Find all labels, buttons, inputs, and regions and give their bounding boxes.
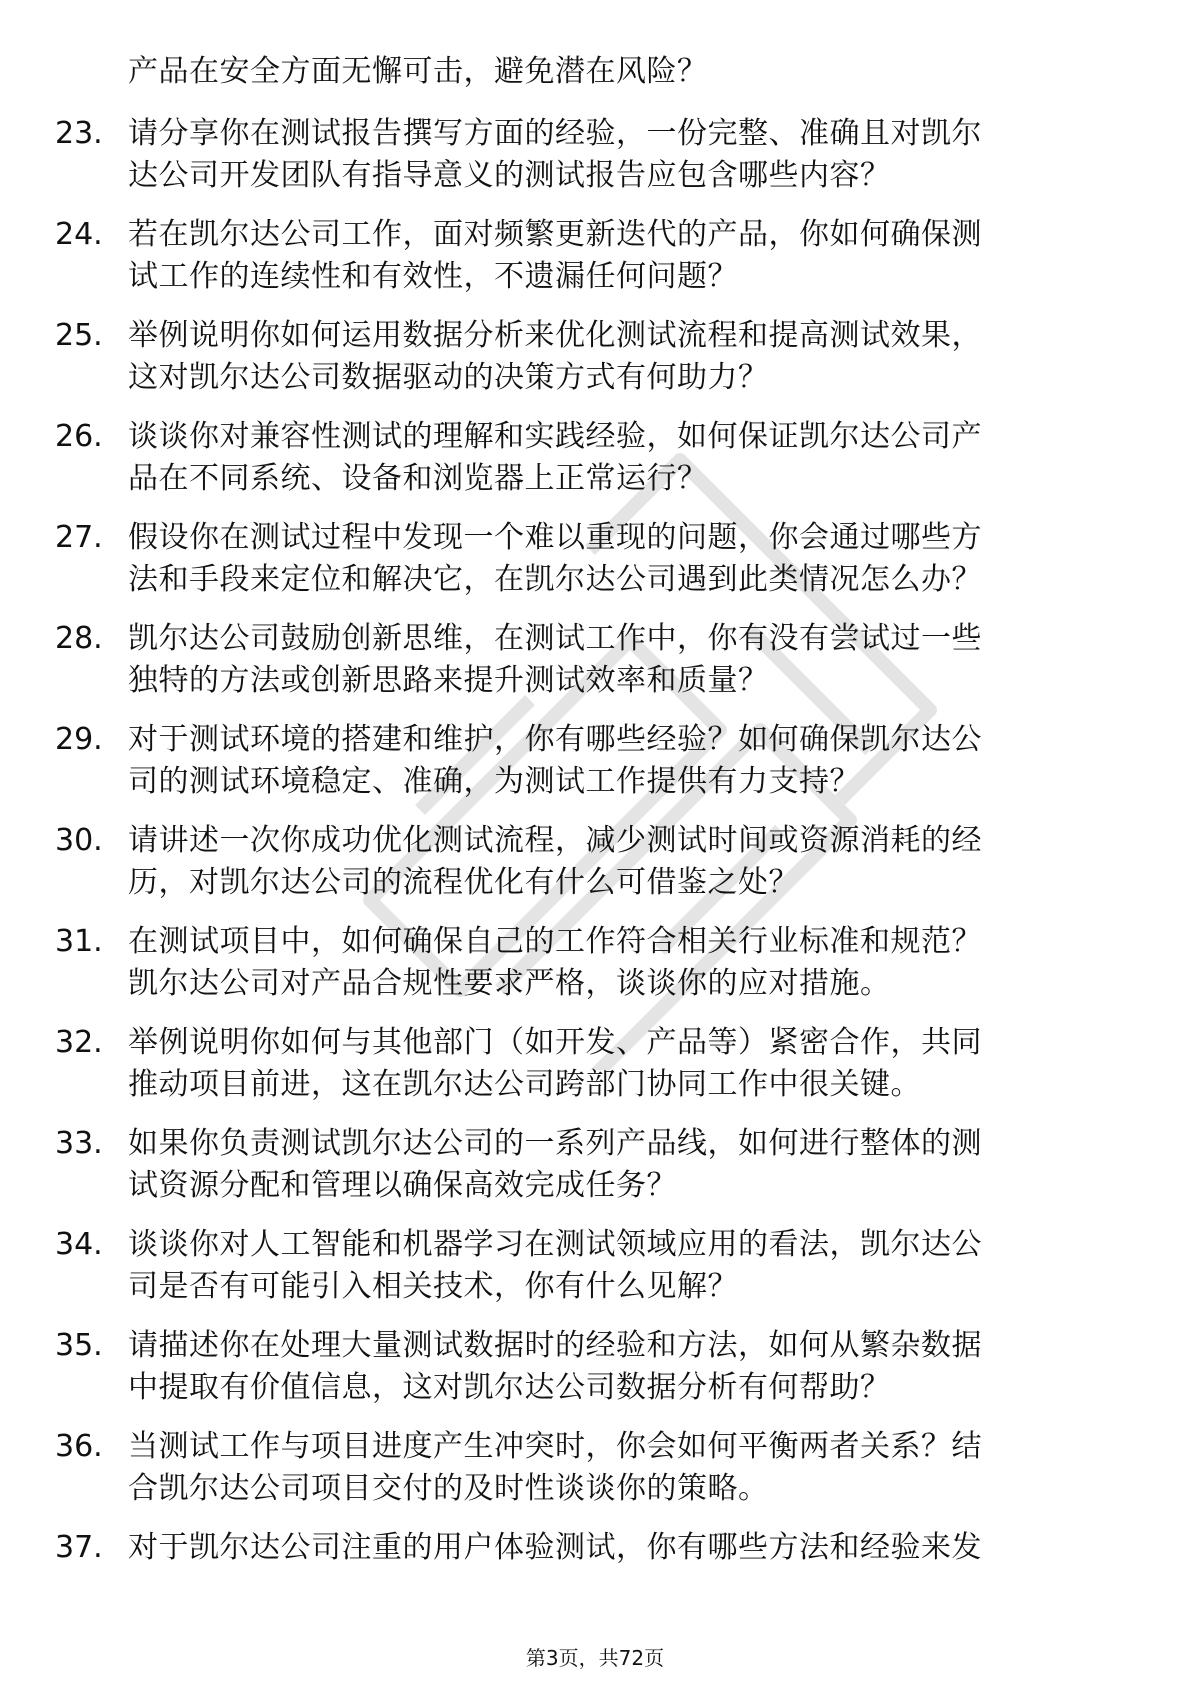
question-line: 推动项目前进，这在凯尔达公司跨部门协同工作中很关键。 bbox=[128, 1067, 921, 1102]
question-line: 谈谈你对兼容性测试的理解和实践经验，如何保证凯尔达公司产 bbox=[128, 419, 982, 454]
continuation-text: 产品在安全方面无懈可击，避免潜在风险？ bbox=[128, 54, 708, 89]
question-text bbox=[128, 416, 1118, 500]
question-number: 36. bbox=[55, 1429, 103, 1464]
question-number: 32. bbox=[55, 1025, 103, 1060]
question-list bbox=[0, 113, 1190, 1628]
question-line: 若在凯尔达公司工作，面对频繁更新迭代的产品，你如何确保测 bbox=[128, 217, 982, 252]
question-line: 请讲述一次你成功优化测试流程，减少测试时间或资源消耗的经 bbox=[128, 823, 982, 858]
question-number: 28. bbox=[55, 621, 103, 656]
question-item bbox=[0, 719, 1190, 820]
question-text bbox=[128, 1123, 1118, 1207]
question-number: 35. bbox=[55, 1328, 103, 1363]
question-number: 27. bbox=[55, 520, 103, 555]
question-line: 司的测试环境稳定、准确，为测试工作提供有力支持？ bbox=[128, 764, 860, 799]
question-text bbox=[128, 113, 1118, 197]
question-line: 这对凯尔达公司数据驱动的决策方式有何助力？ bbox=[128, 360, 769, 395]
question-text bbox=[128, 719, 1118, 803]
question-line: 举例说明你如何运用数据分析来优化测试流程和提高测试效果， bbox=[128, 318, 982, 353]
question-text bbox=[128, 1527, 1118, 1569]
question-number: 34. bbox=[55, 1227, 103, 1262]
question-line: 谈谈你对人工智能和机器学习在测试领域应用的看法，凯尔达公 bbox=[128, 1227, 982, 1262]
question-item bbox=[0, 517, 1190, 618]
question-line: 凯尔达公司鼓励创新思维，在测试工作中，你有没有尝试过一些 bbox=[128, 621, 982, 656]
question-number: 33. bbox=[55, 1126, 103, 1161]
question-line: 如果你负责测试凯尔达公司的一系列产品线，如何进行整体的测 bbox=[128, 1126, 982, 1161]
question-line: 在测试项目中，如何确保自己的工作符合相关行业标准和规范？ bbox=[128, 924, 982, 959]
question-text bbox=[128, 1325, 1118, 1409]
question-text bbox=[128, 1426, 1118, 1510]
question-item bbox=[0, 618, 1190, 719]
question-text bbox=[128, 315, 1118, 399]
question-line: 中提取有价值信息，这对凯尔达公司数据分析有何帮助？ bbox=[128, 1370, 891, 1405]
question-number: 25. bbox=[55, 318, 103, 353]
question-line: 合凯尔达公司项目交付的及时性谈谈你的策略。 bbox=[128, 1471, 769, 1506]
question-item bbox=[0, 921, 1190, 1022]
question-item bbox=[0, 416, 1190, 517]
question-line: 当测试工作与项目进度产生冲突时，你会如何平衡两者关系？结 bbox=[128, 1429, 982, 1464]
question-line: 达公司开发团队有指导意义的测试报告应包含哪些内容？ bbox=[128, 158, 891, 193]
question-number: 31. bbox=[55, 924, 103, 959]
question-text bbox=[128, 214, 1118, 298]
question-line: 历，对凯尔达公司的流程优化有什么可借鉴之处？ bbox=[128, 865, 799, 900]
question-line: 假设你在测试过程中发现一个难以重现的问题，你会通过哪些方 bbox=[128, 520, 982, 555]
question-text bbox=[128, 618, 1118, 702]
question-text bbox=[128, 921, 1118, 1005]
question-text bbox=[128, 517, 1118, 601]
question-item bbox=[0, 1224, 1190, 1325]
question-line: 司是否有可能引入相关技术，你有什么见解？ bbox=[128, 1269, 738, 1304]
question-line: 试工作的连续性和有效性，不遗漏任何问题？ bbox=[128, 259, 738, 294]
question-item bbox=[0, 113, 1190, 214]
question-line: 独特的方法或创新思路来提升测试效率和质量？ bbox=[128, 663, 769, 698]
question-line: 对于测试环境的搭建和维护，你有哪些经验？如何确保凯尔达公 bbox=[128, 722, 982, 757]
question-line: 试资源分配和管理以确保高效完成任务？ bbox=[128, 1168, 677, 1203]
question-number: 37. bbox=[55, 1530, 103, 1565]
question-number: 26. bbox=[55, 419, 103, 454]
question-item bbox=[0, 1022, 1190, 1123]
question-item bbox=[0, 1325, 1190, 1426]
question-item bbox=[0, 820, 1190, 921]
question-line: 对于凯尔达公司注重的用户体验测试，你有哪些方法和经验来发 bbox=[128, 1530, 982, 1565]
question-text bbox=[128, 820, 1118, 904]
question-line: 请分享你在测试报告撰写方面的经验，一份完整、准确且对凯尔 bbox=[128, 116, 982, 151]
question-item bbox=[0, 1426, 1190, 1527]
question-line: 品在不同系统、设备和浏览器上正常运行？ bbox=[128, 461, 708, 496]
question-item bbox=[0, 1123, 1190, 1224]
question-line: 凯尔达公司对产品合规性要求严格，谈谈你的应对措施。 bbox=[128, 966, 891, 1001]
page-footer: 第3页，共72页 bbox=[525, 1646, 665, 1670]
question-line: 法和手段来定位和解决它，在凯尔达公司遇到此类情况怎么办？ bbox=[128, 562, 982, 597]
question-line: 请描述你在处理大量测试数据时的经验和方法，如何从繁杂数据 bbox=[128, 1328, 982, 1363]
question-item bbox=[0, 214, 1190, 315]
question-number: 30. bbox=[55, 823, 103, 858]
question-line: 举例说明你如何与其他部门（如开发、产品等）紧密合作，共同 bbox=[128, 1025, 982, 1060]
question-number: 29. bbox=[55, 722, 103, 757]
question-number: 24. bbox=[55, 217, 103, 252]
question-item bbox=[0, 315, 1190, 416]
question-text bbox=[128, 1022, 1118, 1106]
question-number: 23. bbox=[55, 116, 103, 151]
question-text bbox=[128, 1224, 1118, 1308]
question-item bbox=[0, 1527, 1190, 1628]
